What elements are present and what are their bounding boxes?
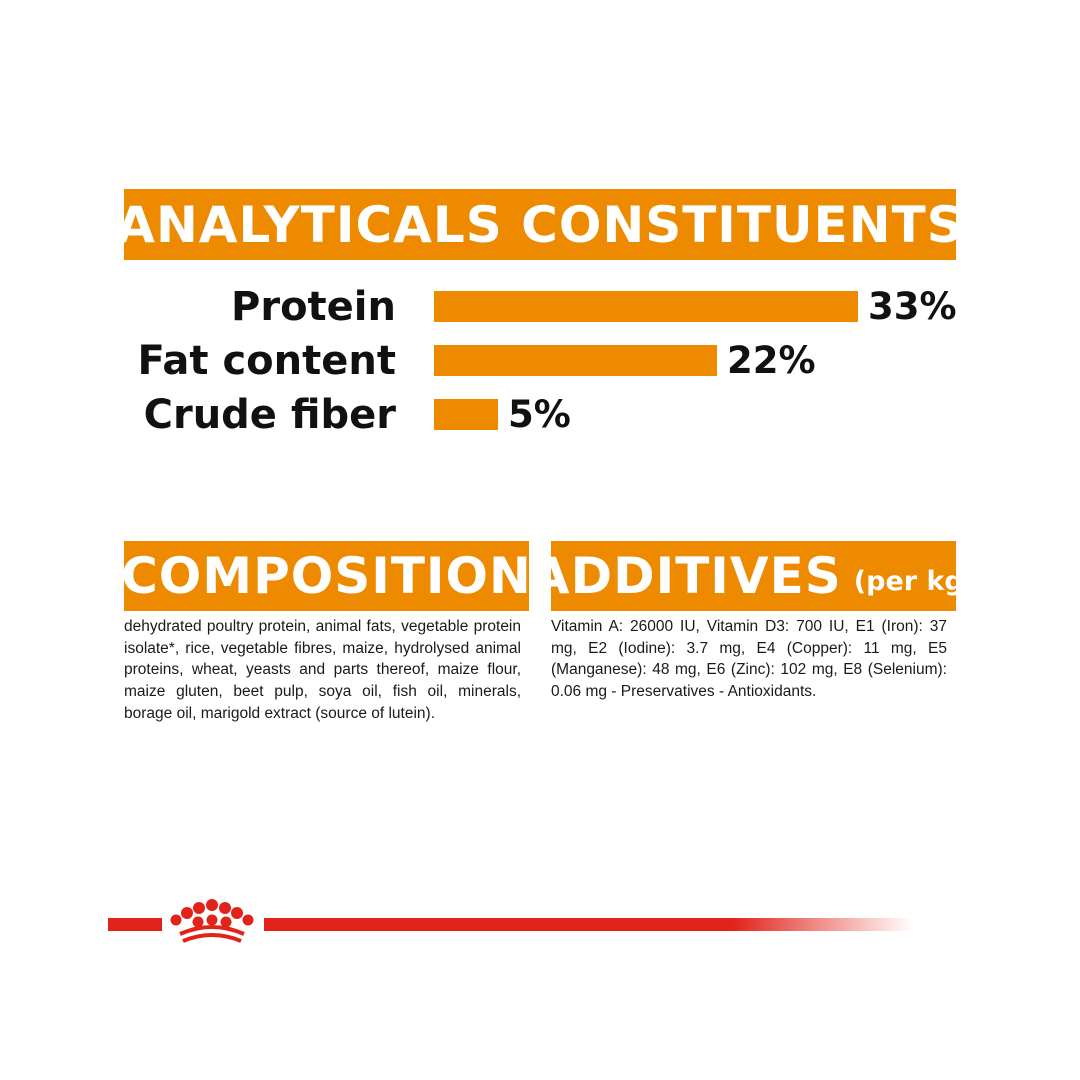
brand-line-right — [264, 918, 914, 931]
additives-title: ADDITIVES — [530, 547, 842, 605]
bar-1 — [434, 345, 717, 376]
bar-label-1: Fat content — [137, 338, 396, 384]
bar-0 — [434, 291, 858, 322]
additives-unit-label: (per kg) — [853, 565, 977, 597]
additives-title-banner — [530, 541, 977, 611]
bar-value-label-1: 22% — [727, 339, 816, 382]
bar-label-0: Protein — [231, 284, 396, 330]
analytics-title: ANALYTICALS CONSTITUENTS — [116, 195, 964, 254]
bar-value-label-2: 5% — [508, 393, 571, 436]
composition-text: dehydrated poultry protein, animal fats, vegetable protein isolate*, rice, vegetable fibres, maize, hydrolysed animal proteins, wheat, yeasts and parts thereof, maize flour, maize gluten, beet pulp, soya oil, fish oil, minerals, borage oil, marigold extract (source of lutein). — [124, 618, 521, 722]
bar-value-label-0: 33% — [868, 285, 957, 328]
bar-label-2: Crude fiber — [143, 392, 396, 438]
crown-icon — [166, 898, 258, 948]
bar-2 — [434, 399, 498, 430]
analytics-title-banner — [116, 189, 964, 260]
brand-line-left — [108, 918, 162, 931]
additives-text: Vitamin A: 26000 IU, Vitamin D3: 700 IU, E1 (Iron): 37 mg, E2 (Iodine): 3.7 mg, E4 (Copper): 11 mg, E5 (Manganese): 48 mg, E6 (Zinc): 102 mg, E8 (Selenium): 0.06 mg - Preservatives - Antioxidants. — [551, 618, 947, 701]
composition-title: COMPOSITION — [121, 547, 532, 605]
composition-title-banner — [121, 541, 532, 611]
